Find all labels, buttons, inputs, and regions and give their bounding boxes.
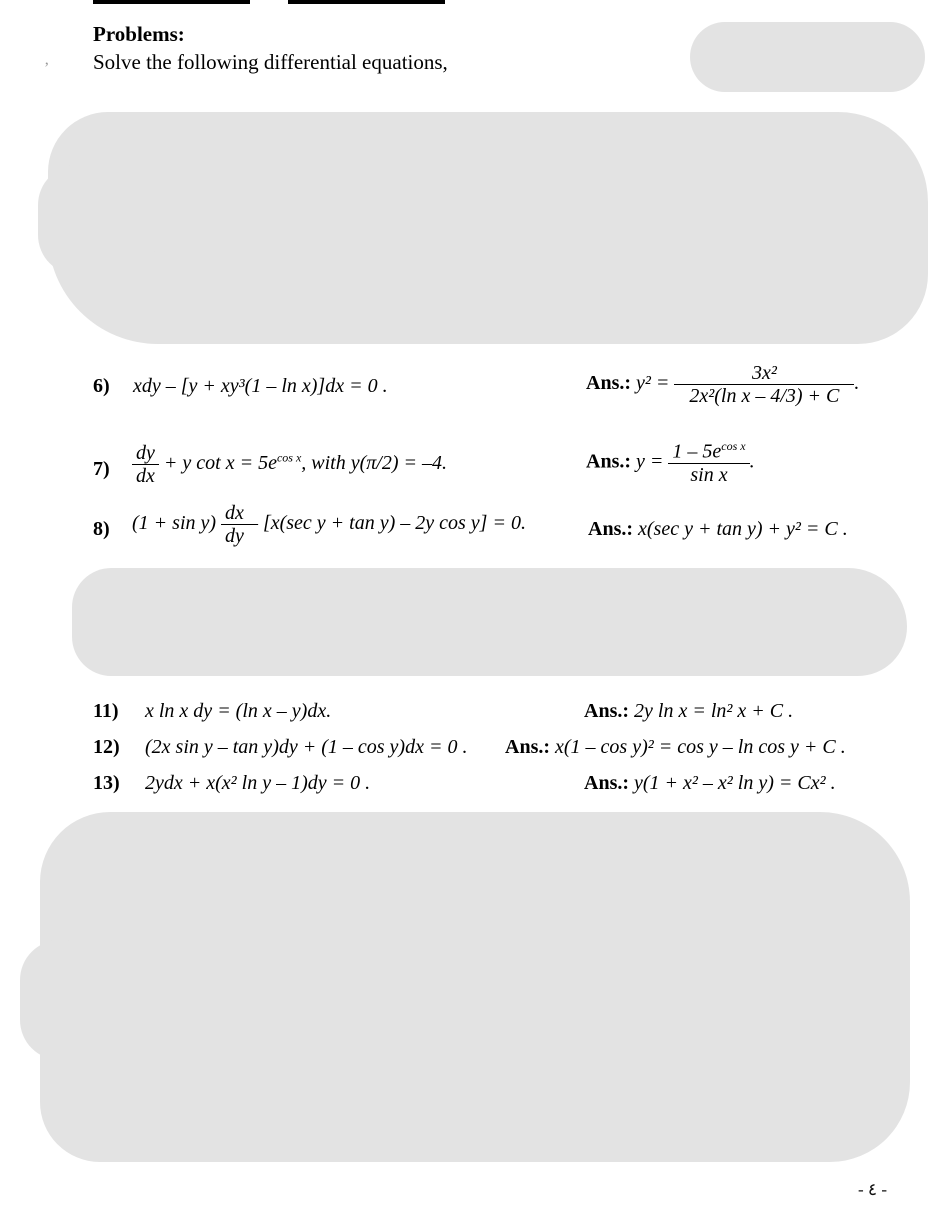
answer-tail: . [854, 372, 860, 395]
problem-8-number: 8) [93, 518, 110, 540]
redacted-block [48, 112, 928, 344]
derivative-fraction [221, 502, 248, 547]
problem-7-number: 7) [93, 458, 110, 480]
problem-7-answer [586, 440, 755, 486]
exponent: cos x [721, 439, 746, 453]
redacted-block [38, 165, 158, 275]
problem-13-equation: 2ydx + x(x² ln y – 1)dy = 0 . [145, 772, 371, 794]
answer-label: Ans.: [584, 772, 630, 794]
problem-13-answer [584, 772, 836, 795]
equation-condition: , with y(π/2) = –4. [301, 452, 448, 475]
redacted-block [40, 812, 910, 1162]
problems-heading: Problems: [93, 22, 185, 46]
answer-numerator: 3x² [674, 362, 854, 385]
answer-label: Ans.: [586, 450, 632, 473]
fraction-denominator: dx [136, 465, 155, 487]
equation-body: + y cot x = 5e [163, 452, 277, 475]
numerator-text: 1 – 5e [672, 440, 722, 463]
problem-8-answer [588, 518, 848, 541]
problem-11-answer [584, 700, 793, 723]
problem-6-answer [586, 362, 859, 407]
problem-12-equation: (2x sin y – tan y)dy + (1 – cos y)dx = 0 . [145, 736, 468, 758]
intro-text: Solve the following differential equations, [93, 50, 448, 74]
answer-expression: x(sec y + tan y) + y² = C . [638, 518, 848, 540]
answer-denominator: sin x [690, 463, 728, 486]
redacted-block [20, 940, 100, 1060]
fraction-denominator: dy [225, 525, 244, 547]
equation-body: – [x(sec y + tan y) – 2y cos y] = 0. [247, 512, 526, 535]
answer-tail: . [749, 450, 755, 473]
answer-denominator: 2x²(ln x – 4/3) + C [689, 385, 840, 407]
answer-label: Ans.: [584, 700, 630, 722]
problem-7-equation [132, 442, 447, 487]
problem-8-equation [132, 502, 526, 547]
problem-6-equation: xdy – [y + xy³(1 – ln x)]dx = 0 . [133, 375, 388, 397]
redacted-block [72, 568, 907, 676]
problem-11-number: 11) [93, 700, 119, 722]
problem-6-number: 6) [93, 375, 110, 397]
derivative-fraction [132, 442, 159, 487]
page-number: - ٤ - [858, 1180, 887, 1199]
answer-label: Ans.: [586, 372, 632, 395]
answer-label: Ans.: [505, 736, 551, 758]
answer-numerator [668, 440, 749, 464]
answer-fraction [674, 362, 854, 407]
problem-13-number: 13) [93, 772, 120, 794]
fraction-numerator: dy [132, 442, 159, 465]
margin-mark: ʼ [44, 60, 50, 77]
answer-lhs: y² = [636, 372, 670, 395]
answer-fraction [668, 440, 749, 486]
answer-label: Ans.: [588, 518, 634, 540]
answer-lhs: y = [636, 450, 664, 473]
equation-prefix: (1 + sin y) [132, 512, 217, 535]
answer-expression: y(1 + x² – x² ln y) = Cx² . [634, 772, 836, 794]
answer-expression: 2y ln x = ln² x + C . [634, 700, 794, 722]
title-underline-gap [250, 0, 288, 4]
problem-12-number: 12) [93, 736, 120, 758]
exponent: cos x [276, 450, 302, 465]
fraction-numerator: dx [221, 502, 248, 525]
problem-11-equation: x ln x dy = (ln x – y)dx. [145, 700, 332, 722]
problem-12-answer [505, 736, 846, 759]
answer-expression: x(1 – cos y)² = cos y – ln cos y + C . [555, 736, 846, 758]
redacted-block [690, 22, 925, 92]
